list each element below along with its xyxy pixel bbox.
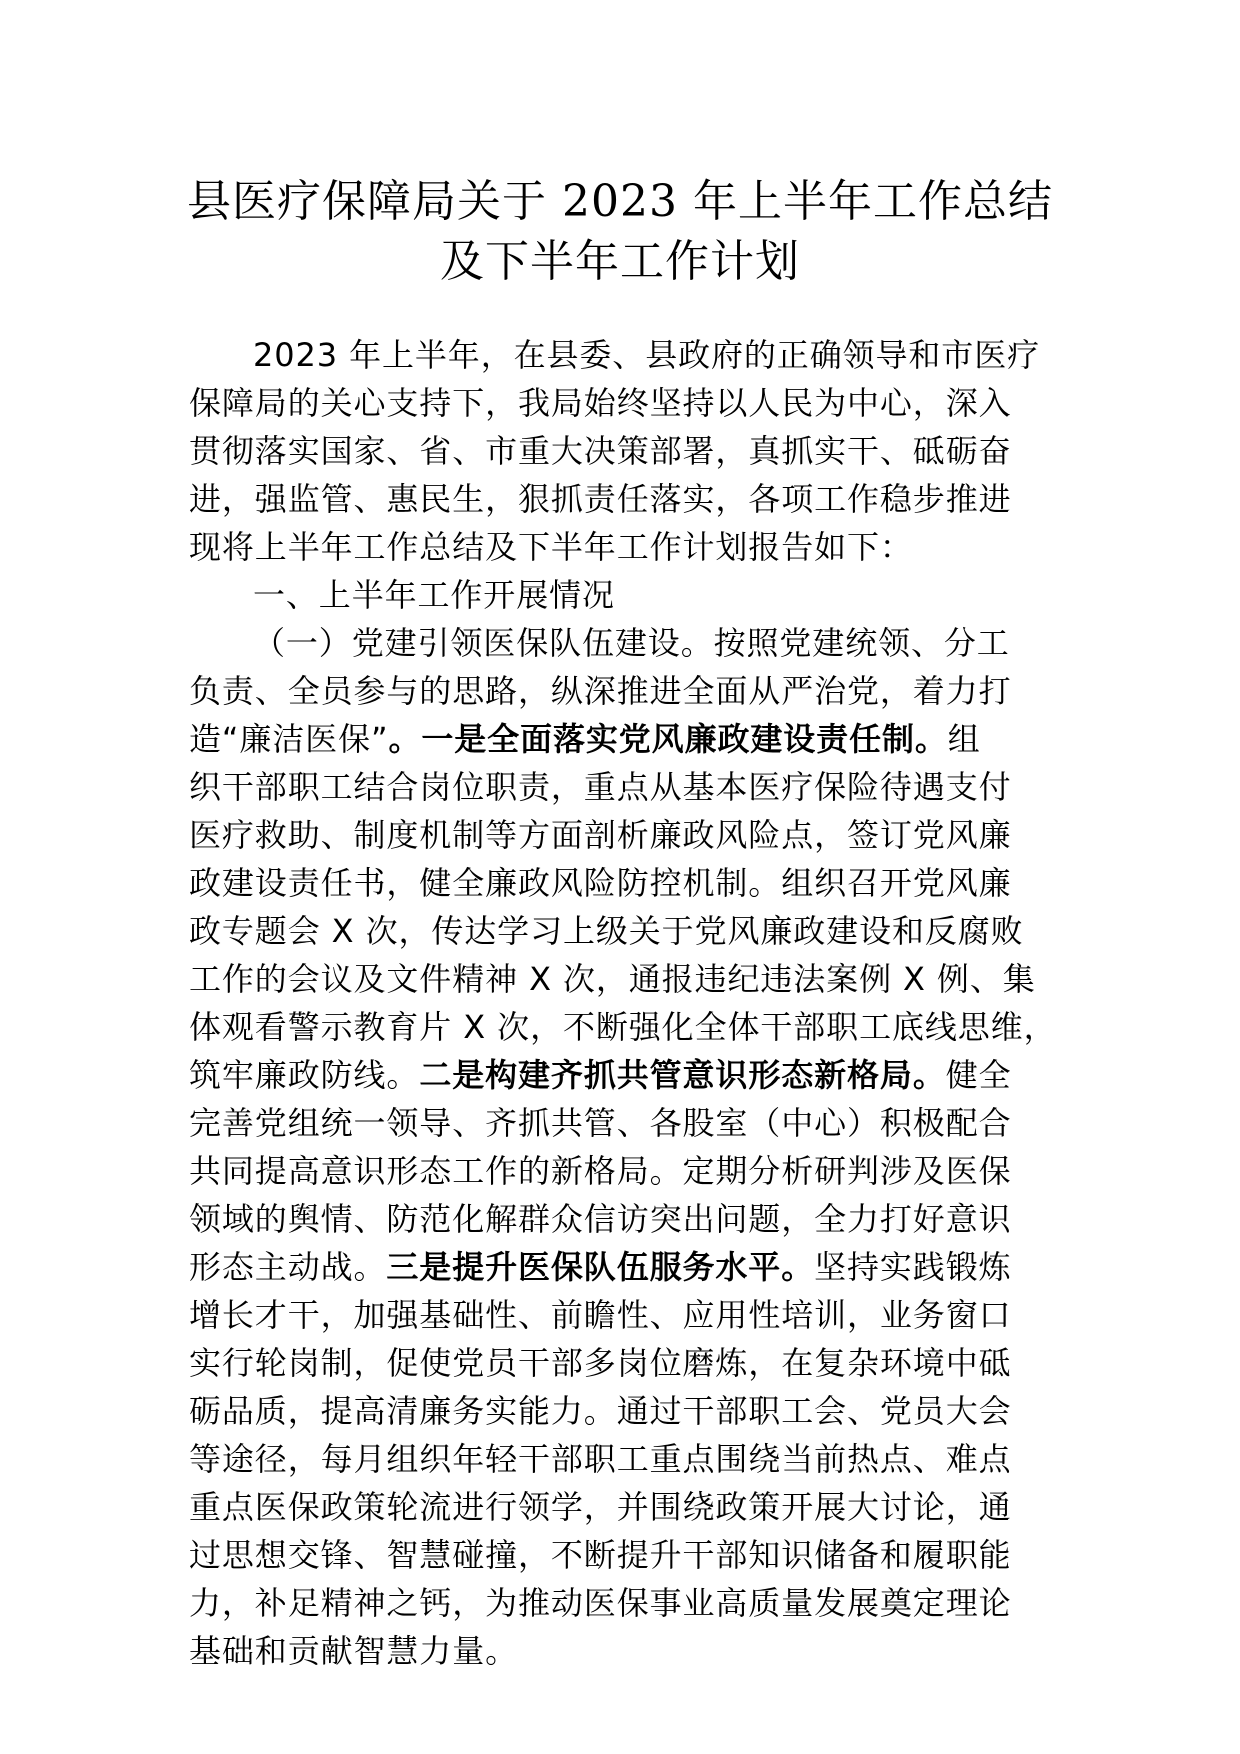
paragraph-line xyxy=(189,667,1069,715)
text-run: 体观看警示教育片 X 次，不断强化全体干部职工底线思维， xyxy=(189,1008,1057,1046)
paragraph-line xyxy=(189,763,1069,811)
text-run: 完善党组统一领导、齐抓共管、各股室（中心）积极配合 xyxy=(189,1104,1012,1142)
paragraph-line xyxy=(189,331,1069,379)
paragraph-line xyxy=(189,1387,1069,1435)
paragraph-line xyxy=(189,427,1069,475)
text-run: 基础和贡献智慧力量。 xyxy=(189,1632,519,1670)
paragraph-line xyxy=(189,1483,1069,1531)
document-title-line-1: 县医疗保障局关于 2023 年上半年工作总结 xyxy=(187,176,1053,227)
text-run: 造“廉洁医保” xyxy=(189,720,389,758)
paragraph-line xyxy=(189,523,1069,571)
text-run: 工作的会议及文件精神 X 次，通报违纪违法案例 X 例、集 xyxy=(189,960,1036,998)
section-heading xyxy=(189,571,1069,619)
text-run: 织干部职工结合岗位职责，重点从基本医疗保险待遇支付 xyxy=(189,768,1012,806)
text-run: 负责、全员参与的思路，纵深推进全面从严治党，着力打 xyxy=(189,672,1012,710)
text-run: 等途径，每月组织年轻干部职工重点围绕当前热点、难点 xyxy=(189,1440,1012,1478)
text-run: 共同提高意识形态工作的新格局。定期分析研判涉及医保 xyxy=(189,1152,1012,1190)
document-title-line-2: 及下半年工作计划 xyxy=(440,236,800,287)
text-run: 组 xyxy=(947,720,981,758)
bold-phrase: 三是提升医保队伍服务水平。 xyxy=(386,1248,815,1286)
paragraph-line xyxy=(189,1627,1069,1675)
text-run: 重点医保政策轮流进行领学，并围绕政策开展大讨论，通 xyxy=(189,1488,1012,1526)
paragraph-line xyxy=(189,1579,1069,1627)
paragraph-line xyxy=(189,1099,1069,1147)
paragraph-line xyxy=(189,475,1069,523)
text-run: 坚持实践锻炼 xyxy=(814,1248,1012,1286)
text-run: 现将上半年工作总结及下半年工作计划报告如下： xyxy=(189,528,913,566)
paragraph-line xyxy=(189,1243,1069,1291)
paragraph-line xyxy=(189,1435,1069,1483)
paragraph-line xyxy=(189,715,1069,763)
paragraph-line xyxy=(189,907,1069,955)
paragraph-line xyxy=(189,379,1069,427)
document-body xyxy=(189,331,1069,1675)
text-run: 力，补足精神之钙，为推动医保事业高质量发展奠定理论 xyxy=(189,1584,1012,1622)
text-run: 贯彻落实国家、省、市重大决策部署，真抓实干、砥砺奋 xyxy=(189,432,1012,470)
text-run: 实行轮岗制，促使党员干部多岗位磨炼，在复杂环境中砥 xyxy=(189,1344,1012,1382)
text-run: 政建设责任书，健全廉政风险防控机制。组织召开党风廉 xyxy=(189,864,1012,902)
text-run: 保障局的关心支持下，我局始终坚持以人民为中心，深入 xyxy=(189,384,1012,422)
paragraph-line xyxy=(189,859,1069,907)
text-run: 进，强监管、惠民生，狠抓责任落实，各项工作稳步推进 xyxy=(189,480,1012,518)
paragraph-line xyxy=(189,955,1069,1003)
text-run: 一、上半年工作开展情况 xyxy=(253,576,615,614)
text-run: 2023 年上半年，在县委、县政府的正确领导和市医疗 xyxy=(253,336,1041,374)
text-run: 增长才干，加强基础性、前瞻性、应用性培训，业务窗口 xyxy=(189,1296,1012,1334)
paragraph-line xyxy=(189,619,1069,667)
bold-phrase: 。一是全面落实党风廉政建设责任制。 xyxy=(388,720,948,758)
bold-phrase: 二是构建齐抓共管意识形态新格局。 xyxy=(419,1056,946,1094)
paragraph-line xyxy=(189,1051,1069,1099)
text-run: 政专题会 X 次，传达学习上级关于党风廉政建设和反腐败 xyxy=(189,912,1024,950)
paragraph-line xyxy=(189,1291,1069,1339)
text-run: （一）党建引领医保队伍建设。按照党建统领、分工 xyxy=(253,624,1010,662)
text-run: 医疗救助、制度机制等方面剖析廉政风险点，签订党风廉 xyxy=(189,816,1012,854)
text-run: 领域的舆情、防范化解群众信访突出问题，全力打好意识 xyxy=(189,1200,1012,1238)
paragraph-line xyxy=(189,1339,1069,1387)
text-run: 过思想交锋、智慧碰撞，不断提升干部知识储备和履职能 xyxy=(189,1536,1012,1574)
paragraph-line xyxy=(189,1003,1069,1051)
paragraph-line xyxy=(189,811,1069,859)
text-run: 健全 xyxy=(945,1056,1012,1094)
paragraph-line xyxy=(189,1147,1069,1195)
text-run: 砺品质，提高清廉务实能力。通过干部职工会、党员大会 xyxy=(189,1392,1012,1430)
paragraph-line xyxy=(189,1195,1069,1243)
paragraph-line xyxy=(189,1531,1069,1579)
text-run: 形态主动战。 xyxy=(189,1248,387,1286)
text-run: 筑牢廉政防线。 xyxy=(189,1056,420,1094)
